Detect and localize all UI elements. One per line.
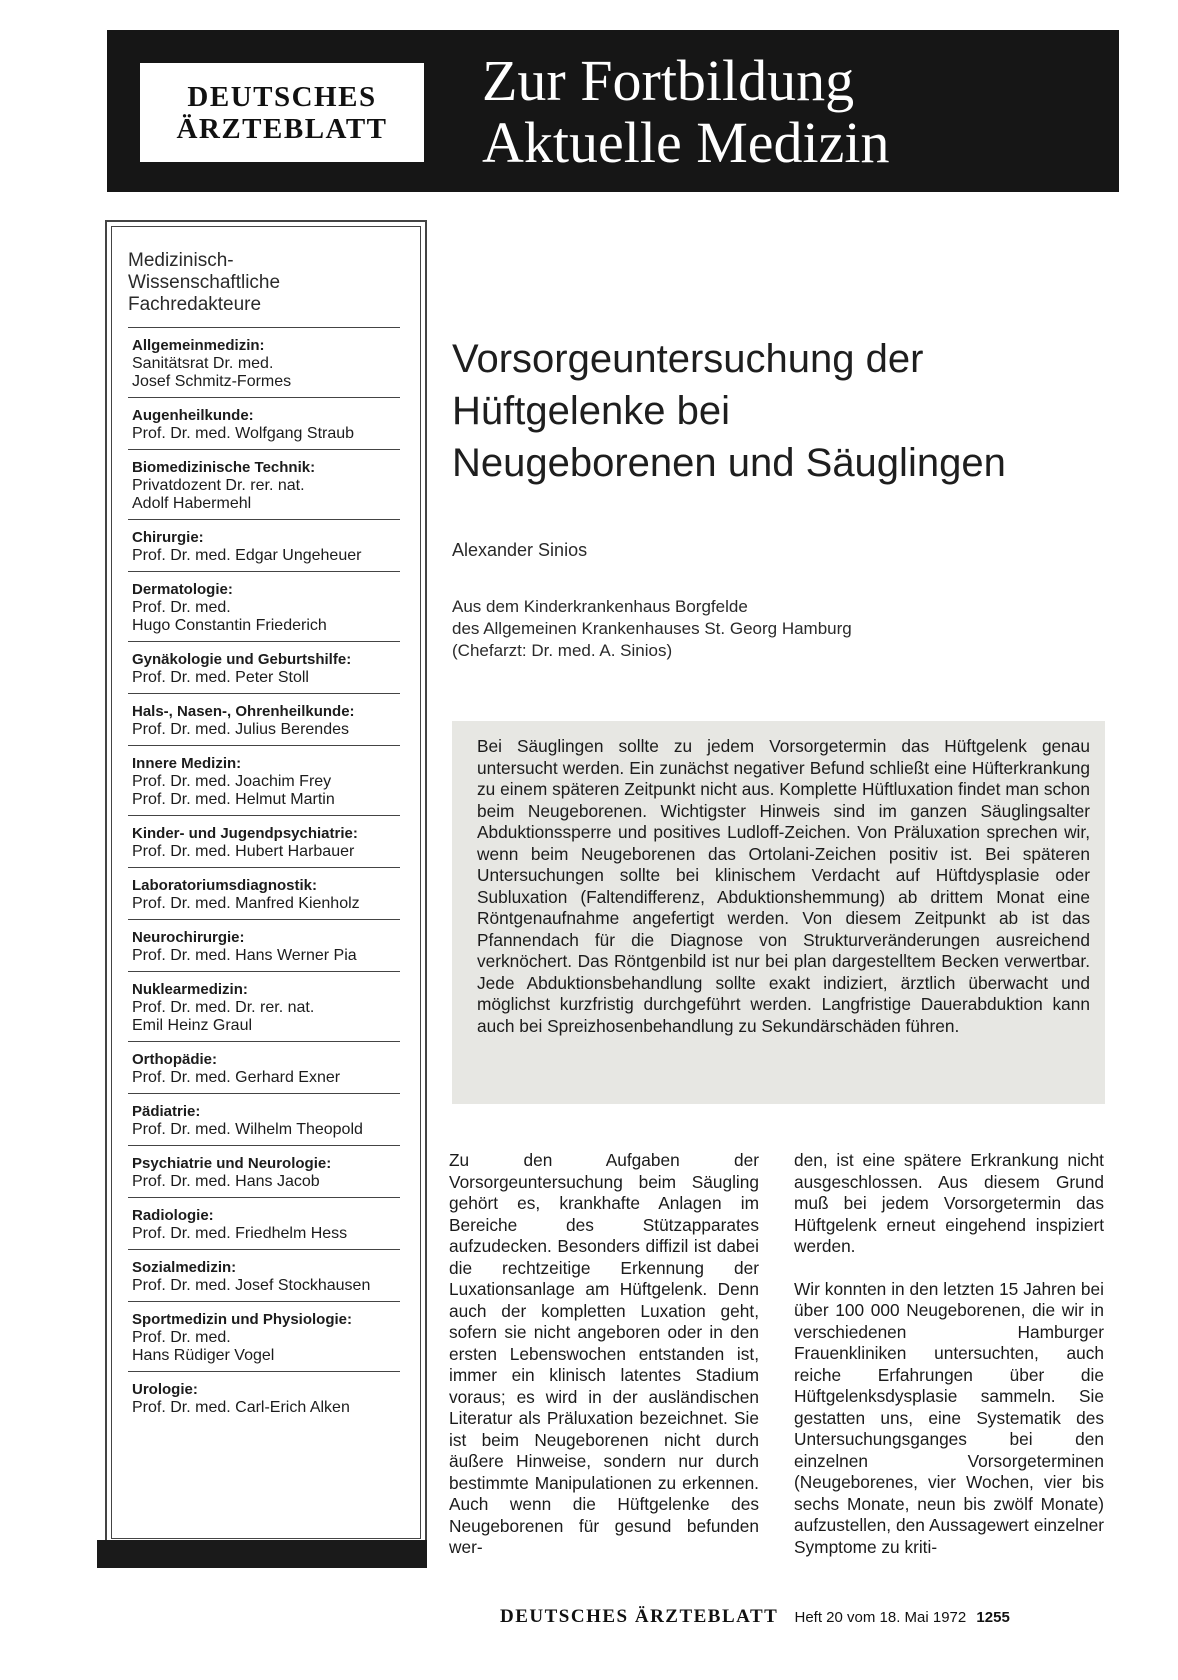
specialty-label: Orthopädie: bbox=[132, 1051, 217, 1068]
editor-entry bbox=[128, 1093, 400, 1145]
editor-entry bbox=[128, 1145, 400, 1197]
editor-entry bbox=[128, 519, 400, 571]
editor-name: Adolf Habermehl bbox=[132, 495, 252, 512]
specialty-label: Radiologie: bbox=[132, 1207, 214, 1224]
specialty-label: Dermatologie: bbox=[132, 581, 233, 598]
sidebar-heading-line-1: Medizinisch- bbox=[128, 250, 234, 271]
specialty-label: Pädiatrie: bbox=[132, 1103, 201, 1120]
affiliation-line-1: Aus dem Kinderkrankenhaus Borgfelde bbox=[452, 597, 748, 616]
editor-entry bbox=[128, 641, 400, 693]
affiliation-line-2: des Allgemeinen Krankenhauses St. Georg Hamburg bbox=[452, 619, 852, 638]
section-title bbox=[482, 50, 890, 174]
specialty-label: Sportmedizin und Physiologie: bbox=[132, 1311, 353, 1328]
sidebar-heading bbox=[128, 250, 398, 316]
editor-name: Sanitätsrat Dr. med. bbox=[132, 355, 274, 372]
specialty-label: Biomedizinische Technik: bbox=[132, 459, 316, 476]
editor-name: Prof. Dr. med. Joachim Frey bbox=[132, 773, 332, 790]
editor-entry bbox=[128, 397, 400, 449]
specialty-label: Augenheilkunde: bbox=[132, 407, 254, 424]
sidebar-heading-line-3: Fachredakteure bbox=[128, 294, 262, 315]
editor-entry bbox=[128, 1301, 400, 1371]
affiliation bbox=[452, 596, 852, 662]
specialty-label: Neurochirurgie: bbox=[132, 929, 245, 946]
sidebar-footer-bar bbox=[97, 1540, 427, 1568]
editor-entry bbox=[128, 327, 400, 397]
editor-name: Hugo Constantin Friederich bbox=[132, 617, 327, 634]
article-title bbox=[452, 333, 1112, 489]
specialty-label: Innere Medizin: bbox=[132, 755, 242, 772]
page-number: 1255 bbox=[976, 1609, 1010, 1626]
editor-name: Josef Schmitz-Formes bbox=[132, 373, 292, 390]
editor-name: Prof. Dr. med. Friedhelm Hess bbox=[132, 1225, 348, 1242]
specialty-label: Hals-, Nasen-, Ohrenheilkunde: bbox=[132, 703, 355, 720]
article-title-line-2: Hüftgelenke bei bbox=[452, 389, 730, 433]
editor-name: Prof. Dr. med. Dr. rer. nat. bbox=[132, 999, 315, 1016]
editor-entry bbox=[128, 971, 400, 1041]
editor-entry bbox=[128, 815, 400, 867]
body-paragraph: den, ist eine spätere Erkrankung nicht ausgeschlossen. Aus diesem Grund muß bei jedem Vorsorgetermin das Hüftgelenk erneut eingehend inspiziert werden. bbox=[794, 1150, 1104, 1256]
section-title-line-2: Aktuelle Medizin bbox=[482, 110, 890, 175]
editor-entry bbox=[128, 745, 400, 815]
editor-name: Prof. Dr. med. Carl-Erich Alken bbox=[132, 1399, 350, 1416]
editor-entry bbox=[128, 571, 400, 641]
editor-name: Prof. Dr. med. Helmut Martin bbox=[132, 791, 335, 808]
page-footer bbox=[500, 1606, 1010, 1628]
editor-name: Prof. Dr. med. Josef Stockhausen bbox=[132, 1277, 371, 1294]
editor-name: Prof. Dr. med. bbox=[132, 1329, 231, 1346]
specialty-label: Sozialmedizin: bbox=[132, 1259, 237, 1276]
editors-list bbox=[128, 327, 400, 1423]
editor-entry bbox=[128, 693, 400, 745]
section-title-line-1: Zur Fortbildung bbox=[482, 48, 855, 113]
editor-name: Hans Rüdiger Vogel bbox=[132, 1347, 275, 1364]
affiliation-line-3: (Chefarzt: Dr. med. A. Sinios) bbox=[452, 641, 673, 660]
editor-entry bbox=[128, 449, 400, 519]
editor-entry bbox=[128, 1041, 400, 1093]
specialty-label: Chirurgie: bbox=[132, 529, 204, 546]
editor-name: Prof. Dr. med. Julius Berendes bbox=[132, 721, 349, 738]
editor-name: Prof. Dr. med. bbox=[132, 599, 231, 616]
editor-name: Prof. Dr. med. Hans Werner Pia bbox=[132, 947, 357, 964]
editor-entry bbox=[128, 1371, 400, 1423]
editor-name: Prof. Dr. med. Gerhard Exner bbox=[132, 1069, 341, 1086]
specialty-label: Allgemeinmedizin: bbox=[132, 337, 265, 354]
editor-name: Prof. Dr. med. Wilhelm Theopold bbox=[132, 1121, 363, 1138]
article-title-line-3: Neugeborenen und Säuglingen bbox=[452, 441, 1006, 485]
editor-name: Prof. Dr. med. Peter Stoll bbox=[132, 669, 309, 686]
body-paragraph: Zu den Aufgaben der Vorsorgeuntersuchung beim Säugling gehört es, krankhafte Anlagen im Bereiche des Stützapparates aufzudecken. Besonders diffizil ist dabei die rechtzeitige Erkennung der Luxationsanlage am Hüftgelenk. Denn auch der kompletten Luxation geht, sofern sie nicht angeboren oder in den ersten Lebenswochen entstanden ist, immer ein klinisch latentes Stadium voraus; es wird in der ausländischen Literatur als Präluxation bezeichnet. Sie ist beim Neugeborenen nicht durch äußere Hinweise, sondern nur durch bestimmte Manipulationen zu erkennen. Auch wenn die Hüftgelenke des Neugeborenen für gesund befunden wer- bbox=[449, 1150, 759, 1557]
editor-name: Prof. Dr. med. Manfred Kienholz bbox=[132, 895, 360, 912]
editor-entry bbox=[128, 1249, 400, 1301]
sidebar-heading-line-2: Wissenschaftliche bbox=[128, 272, 281, 293]
logo-line-1: DEUTSCHES bbox=[187, 80, 377, 113]
logo-line-2: ÄRZTEBLATT bbox=[176, 112, 388, 145]
editor-entry bbox=[128, 919, 400, 971]
specialty-label: Urologie: bbox=[132, 1381, 198, 1398]
specialty-label: Laboratoriumsdiagnostik: bbox=[132, 877, 318, 894]
specialty-label: Gynäkologie und Geburtshilfe: bbox=[132, 651, 352, 668]
body-column-2 bbox=[794, 1150, 1104, 1579]
editor-name: Prof. Dr. med. Edgar Ungeheuer bbox=[132, 547, 362, 564]
abstract: Bei Säuglingen sollte zu jedem Vorsorgetermin das Hüftgelenk genau untersucht werden. Ein zunächst negativer Befund schließt eine Hüfterkrankung zu einem späteren Zeitpunkt nicht aus. Komplette Hüftluxation findet man schon beim Neugeborenen. Wichtigster Hinweis sind im ganzen Säuglingsalter Abduktionssperre und positives Ludloff-Zeichen. Von Präluxation sprechen wir, wenn beim Neugeborenen das Ortolani-Zeichen positiv ist. Bei späteren Untersuchungen sollte bei klinischem Verdacht auf Hüftdysplasie oder Subluxation (Faltendifferenz, Abduktionshemmung) ab drittem Monat eine Röntgenaufnahme angefertigt werden. Von diesem Zeitpunkt ab ist das Pfannendach für die Diagnose von Strukturveränderungen ausreichend verknöchert. Das Röntgenbild ist nur bei plan dargestelltem Becken verwertbar. Jede Abduktionsbehandlung sollte exakt indiziert, ärztlich überwacht und möglichst kurzfristig durchgeführt werden. Langfristige Dauerabduktion kann auch bei Spreizhosenbehandlung zu Sekundärschäden führen. bbox=[452, 721, 1105, 1104]
article-title-line-1: Vorsorgeuntersuchung der bbox=[452, 337, 924, 381]
author: Alexander Sinios bbox=[452, 540, 588, 560]
editor-entry bbox=[128, 867, 400, 919]
editor-name: Prof. Dr. med. Hubert Harbauer bbox=[132, 843, 355, 860]
specialty-label: Psychiatrie und Neurologie: bbox=[132, 1155, 332, 1172]
footer-issue: Heft 20 vom 18. Mai 1972 bbox=[794, 1609, 967, 1626]
footer-journal: DEUTSCHES ÄRZTEBLATT bbox=[500, 1606, 779, 1627]
body-column-1 bbox=[449, 1150, 759, 1580]
editor-name: Prof. Dr. med. Wolfgang Straub bbox=[132, 425, 355, 442]
editor-name: Prof. Dr. med. Hans Jacob bbox=[132, 1173, 320, 1190]
editor-name: Privatdozent Dr. rer. nat. bbox=[132, 477, 305, 494]
specialty-label: Nuklearmedizin: bbox=[132, 981, 248, 998]
editor-name: Emil Heinz Graul bbox=[132, 1017, 253, 1034]
body-paragraph: Wir konnten in den letzten 15 Jahren bei über 100 000 Neugeborenen, die wir in verschiedenen Hamburger Frauenkliniken untersuchten, auch reiche Erfahrungen über die Hüftgelenksdysplasie sammeln. Sie gestatten uns, eine Systematik des Untersuchungsganges bei den einzelnen Vorsorgeterminen (Neugeborenes, vier Wochen, vier bis sechs Monate, neun bis zwölf Monate) aufzustellen, den Aussagewert einzelner Symptome zu kriti- bbox=[794, 1278, 1104, 1557]
journal-logo bbox=[140, 63, 424, 162]
editor-entry bbox=[128, 1197, 400, 1249]
specialty-label: Kinder- und Jugendpsychiatrie: bbox=[132, 825, 358, 842]
